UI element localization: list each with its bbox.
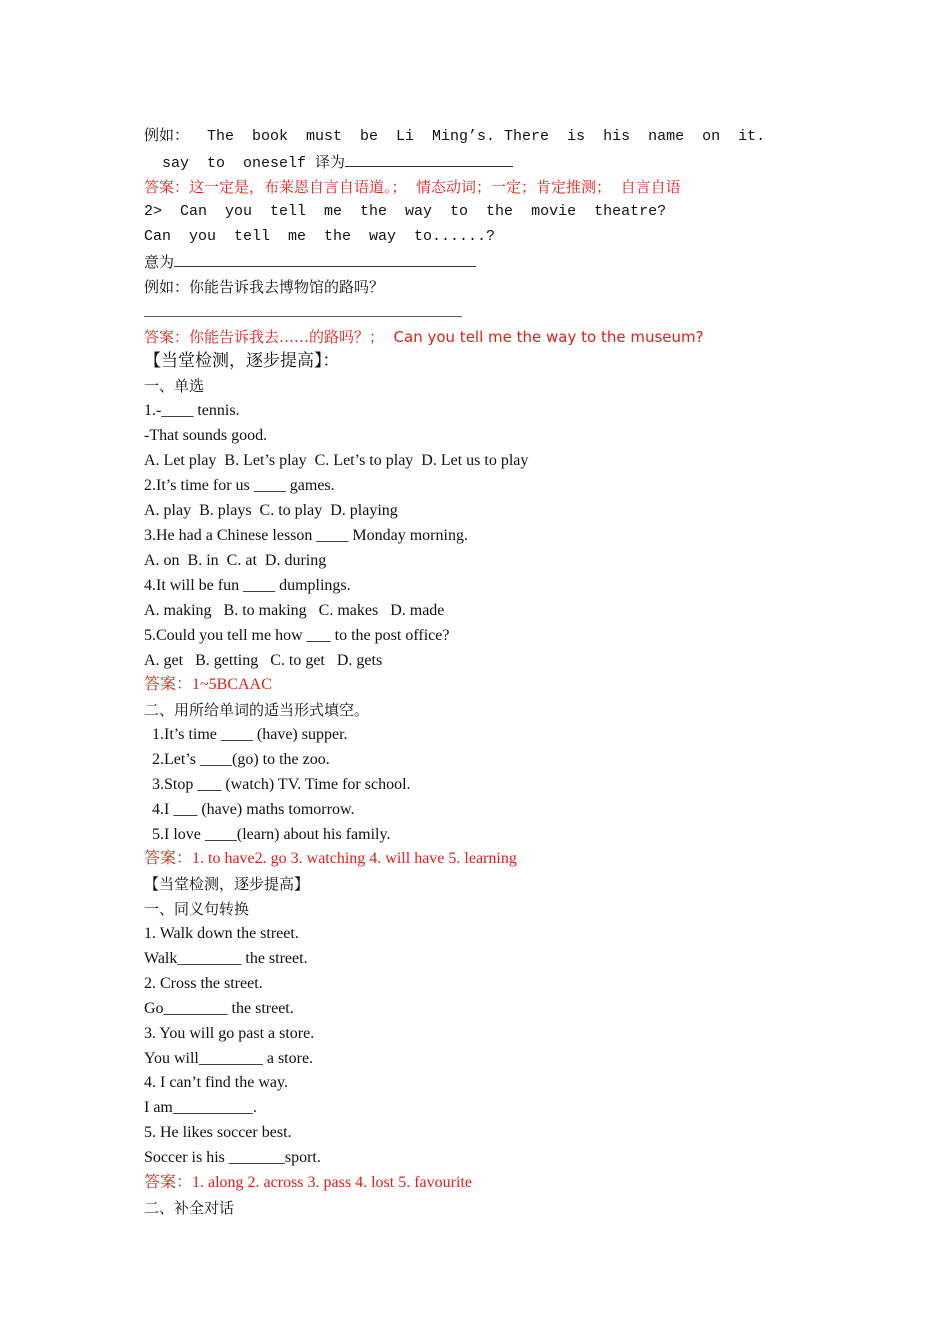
synonym-question-3: 3. You will go past a store. (144, 1025, 315, 1042)
synonym-answer-4: I am__________. (144, 1099, 257, 1116)
part-heading-synonym: 一、同义句转换 (144, 900, 250, 918)
sentence-2: 2> Can you tell me the way to the movie theatre? (144, 203, 667, 220)
synonym-question-5: 5. He likes soccer best. (144, 1124, 292, 1141)
question-3-options: A. on B. in C. at D. during (144, 552, 327, 569)
answer-line-5: 答案：1. along 2. across 3. pass 4. lost 5. favourite (144, 1174, 472, 1191)
phrase-translate-text: say to oneself 译为 (144, 155, 346, 172)
fill-question-3: 3.Stop ___ (watch) TV. Time for school. (152, 776, 411, 793)
question-3: 3.He had a Chinese lesson ____ Monday morning. (144, 527, 468, 544)
answer-blank (345, 152, 513, 167)
example-sentence-2: 例如：你能告诉我去博物馆的路吗？ (144, 278, 385, 296)
question-5: 5.Could you tell me how ___ to the post office? (144, 627, 450, 644)
question-1-reply: -That sounds good. (144, 427, 268, 444)
synonym-answer-5: Soccer is his _______sport. (144, 1149, 321, 1166)
example-sentence-1: 例如： The book must be Li Ming’s. There is his name on it. (144, 128, 766, 145)
synonym-answer-1: Walk________ the street. (144, 950, 308, 967)
synonym-question-2: 2. Cross the street. (144, 975, 263, 992)
section-heading-1: 【当堂检测，逐步提高】： (144, 351, 340, 371)
section-heading-2: 【当堂检测，逐步提高】 (144, 875, 310, 893)
question-5-options: A. get B. getting C. to get D. gets (144, 652, 383, 669)
answer-line-4: 答案：1. to have2. go 3. watching 4. will have 5. learning (144, 850, 517, 867)
fill-question-4: 4.I ___ (have) maths tomorrow. (152, 801, 355, 818)
question-2-options: A. play B. plays C. to play D. playing (144, 502, 398, 519)
synonym-answer-2: Go________ the street. (144, 1000, 294, 1017)
translation-blank-line (144, 316, 462, 317)
answer-line-1: 答案：这一定是，布莱恩自言自语道。； 情态动词；一定；肯定推测； 自言自语 (144, 178, 681, 196)
synonym-question-4: 4. I can’t find the way. (144, 1074, 288, 1091)
question-2: 2.It’s time for us ____ games. (144, 477, 335, 494)
part-heading-single-choice: 一、单选 (144, 377, 205, 395)
synonym-answer-3: You will________ a store. (144, 1050, 314, 1067)
meaning-label: 意为 (144, 253, 175, 271)
phrase-translate-prompt (144, 152, 513, 174)
part-heading-fill-in: 二、用所给单词的适当形式填空。 (144, 701, 370, 719)
question-1-options: A. Let play B. Let’s play C. Let’s to play D. Let us to play (144, 452, 529, 469)
meaning-prompt (144, 252, 476, 272)
question-1: 1.-____ tennis. (144, 402, 240, 419)
meaning-blank (174, 252, 476, 267)
part-heading-dialogue: 二、补全对话 (144, 1199, 235, 1217)
answer-line-3: 答案：1~5BCAAC (144, 676, 272, 693)
fill-question-1: 1.It’s time ____ (have) supper. (152, 726, 348, 743)
fill-question-2: 2.Let’s ____(go) to the zoo. (152, 751, 330, 768)
question-4-options: A. making B. to making C. makes D. made (144, 602, 445, 619)
answer-line-2: 答案：你能告诉我去……的路吗？； Can you tell me the way to the museum? (144, 328, 704, 346)
sentence-pattern: Can you tell me the way to......? (144, 228, 496, 245)
synonym-question-1: 1. Walk down the street. (144, 925, 299, 942)
fill-question-5: 5.I love ____(learn) about his family. (152, 826, 391, 843)
question-4: 4.It will be fun ____ dumplings. (144, 577, 351, 594)
